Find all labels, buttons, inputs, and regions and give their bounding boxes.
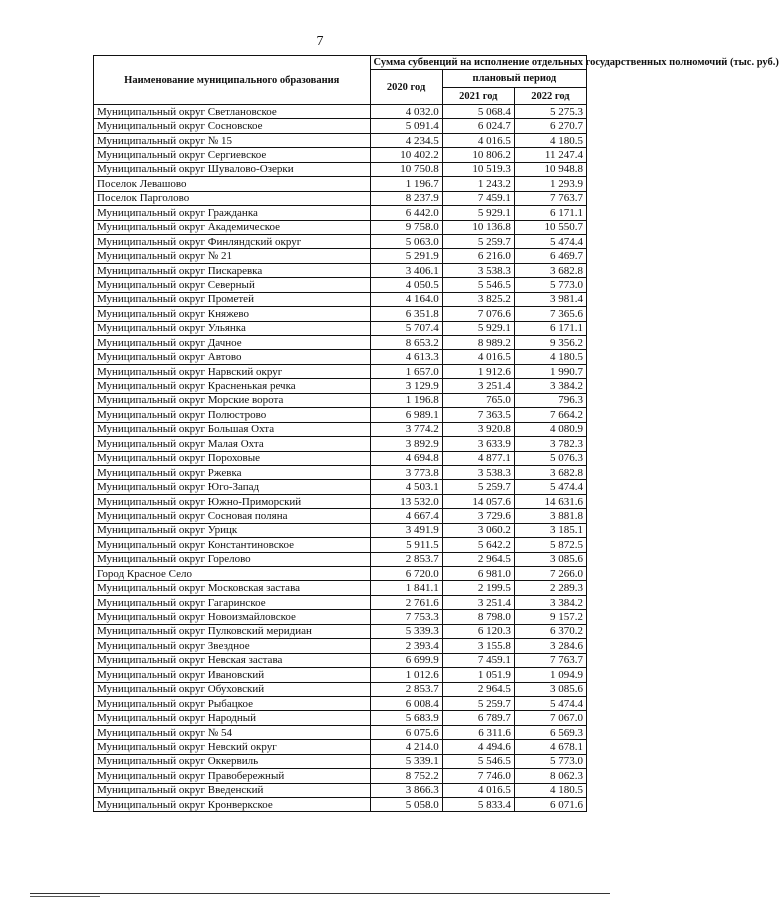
value-2022-cell: 8 062.3: [514, 769, 586, 783]
table-row: [94, 610, 587, 624]
municipality-name-cell: Муниципальный округ № 15: [94, 133, 371, 147]
municipality-name-cell: Муниципальный округ Московская застава: [94, 581, 371, 595]
municipality-name-cell: Муниципальный округ Красненькая речка: [94, 379, 371, 393]
table-row: [94, 364, 587, 378]
value-2021-cell: 5 259.7: [442, 480, 514, 494]
municipality-name-cell: Муниципальный округ Народный: [94, 711, 371, 725]
value-2020-cell: 4 694.8: [370, 451, 442, 465]
value-2020-cell: 5 091.4: [370, 119, 442, 133]
municipality-name-cell: Муниципальный округ Пулковский меридиан: [94, 624, 371, 638]
value-2021-cell: 10 519.3: [442, 162, 514, 176]
table-row: [94, 725, 587, 739]
value-2020-cell: 4 164.0: [370, 292, 442, 306]
municipality-name-cell: Поселок Парголово: [94, 191, 371, 205]
table-row: [94, 350, 587, 364]
municipality-name-cell: Поселок Левашово: [94, 177, 371, 191]
value-2020-cell: 4 234.5: [370, 133, 442, 147]
table-row: [94, 148, 587, 162]
value-2021-cell: 4 016.5: [442, 350, 514, 364]
municipality-name-cell: Муниципальный округ Рыбацкое: [94, 696, 371, 710]
value-2021-cell: 3 538.3: [442, 263, 514, 277]
value-2021-cell: 5 259.7: [442, 234, 514, 248]
value-2020-cell: 5 707.4: [370, 321, 442, 335]
table-row: [94, 105, 587, 119]
value-2021-cell: 7 459.1: [442, 191, 514, 205]
value-2020-cell: 1 841.1: [370, 581, 442, 595]
value-2021-cell: 5 833.4: [442, 798, 514, 812]
table-row: [94, 321, 587, 335]
value-2020-cell: 13 532.0: [370, 494, 442, 508]
column-header-name: Наименование муниципального образования: [94, 56, 371, 105]
table-row: [94, 191, 587, 205]
table-row: [94, 653, 587, 667]
municipality-name-cell: Муниципальный округ Константиновское: [94, 538, 371, 552]
value-2020-cell: 4 667.4: [370, 509, 442, 523]
value-2020-cell: 6 989.1: [370, 408, 442, 422]
municipality-name-cell: Муниципальный округ Ржевка: [94, 465, 371, 479]
value-2020-cell: 5 058.0: [370, 798, 442, 812]
value-2020-cell: 3 773.8: [370, 465, 442, 479]
value-2020-cell: 2 853.7: [370, 552, 442, 566]
value-2021-cell: 6 120.3: [442, 624, 514, 638]
municipality-name-cell: Муниципальный округ Южно-Приморский: [94, 494, 371, 508]
value-2022-cell: 6 370.2: [514, 624, 586, 638]
table-row: [94, 206, 587, 220]
column-header-2021: 2021 год: [442, 88, 514, 105]
value-2020-cell: 4 032.0: [370, 105, 442, 119]
value-2020-cell: 4 214.0: [370, 740, 442, 754]
table-row: [94, 480, 587, 494]
table-header: [94, 56, 779, 105]
value-2022-cell: 9 356.2: [514, 336, 586, 350]
value-2021-cell: 5 546.5: [442, 278, 514, 292]
value-2020-cell: 8 752.2: [370, 769, 442, 783]
value-2020-cell: 7 753.3: [370, 610, 442, 624]
value-2020-cell: 1 012.6: [370, 668, 442, 682]
table-row: [94, 220, 587, 234]
value-2022-cell: 5 474.4: [514, 480, 586, 494]
value-2022-cell: 3 682.8: [514, 465, 586, 479]
value-2022-cell: 1 990.7: [514, 364, 586, 378]
value-2022-cell: 6 071.6: [514, 798, 586, 812]
table-row: [94, 263, 587, 277]
value-2022-cell: 6 171.1: [514, 321, 586, 335]
municipality-name-cell: Муниципальный округ Полюстрово: [94, 408, 371, 422]
municipality-name-cell: Муниципальный округ Оккервиль: [94, 754, 371, 768]
value-2022-cell: 3 384.2: [514, 379, 586, 393]
value-2020-cell: 6 699.9: [370, 653, 442, 667]
value-2021-cell: 8 798.0: [442, 610, 514, 624]
value-2021-cell: 3 920.8: [442, 422, 514, 436]
table-row: [94, 278, 587, 292]
municipality-name-cell: Муниципальный округ Пороховые: [94, 451, 371, 465]
footer-divider: [30, 893, 610, 894]
value-2021-cell: 3 251.4: [442, 379, 514, 393]
value-2020-cell: 1 196.7: [370, 177, 442, 191]
table-row: [94, 523, 587, 537]
municipality-name-cell: Муниципальный округ Нарвский округ: [94, 364, 371, 378]
value-2022-cell: 6 469.7: [514, 249, 586, 263]
value-2022-cell: 9 157.2: [514, 610, 586, 624]
municipality-name-cell: Муниципальный округ № 21: [94, 249, 371, 263]
value-2020-cell: 3 406.1: [370, 263, 442, 277]
value-2020-cell: 5 911.5: [370, 538, 442, 552]
value-2022-cell: 7 763.7: [514, 191, 586, 205]
value-2021-cell: 2 964.5: [442, 682, 514, 696]
table-row: [94, 307, 587, 321]
value-2021-cell: 7 459.1: [442, 653, 514, 667]
municipality-name-cell: Муниципальный округ Звездное: [94, 639, 371, 653]
value-2022-cell: 4 180.5: [514, 133, 586, 147]
value-2021-cell: 14 057.6: [442, 494, 514, 508]
value-2020-cell: 10 750.8: [370, 162, 442, 176]
value-2022-cell: 3 384.2: [514, 595, 586, 609]
value-2021-cell: 5 642.2: [442, 538, 514, 552]
value-2022-cell: 6 270.7: [514, 119, 586, 133]
value-2022-cell: 3 085.6: [514, 552, 586, 566]
value-2022-cell: 1 094.9: [514, 668, 586, 682]
municipality-name-cell: Муниципальный округ Горелово: [94, 552, 371, 566]
table-row: [94, 509, 587, 523]
table-row: [94, 249, 587, 263]
column-header-2020: 2020 год: [370, 70, 442, 105]
table-row: [94, 798, 587, 812]
municipality-name-cell: Муниципальный округ Правобережный: [94, 769, 371, 783]
value-2022-cell: 10 550.7: [514, 220, 586, 234]
value-2021-cell: 3 155.8: [442, 639, 514, 653]
municipality-name-cell: Муниципальный округ Морские ворота: [94, 393, 371, 407]
value-2020-cell: 3 774.2: [370, 422, 442, 436]
municipality-name-cell: Муниципальный округ Дачное: [94, 336, 371, 350]
value-2022-cell: 796.3: [514, 393, 586, 407]
table-row: [94, 552, 587, 566]
table-row: [94, 783, 587, 797]
municipality-name-cell: Муниципальный округ Невский округ: [94, 740, 371, 754]
value-2022-cell: 3 881.8: [514, 509, 586, 523]
value-2022-cell: 4 080.9: [514, 422, 586, 436]
municipality-name-cell: Муниципальный округ Введенский: [94, 783, 371, 797]
value-2021-cell: 7 363.5: [442, 408, 514, 422]
municipality-name-cell: Муниципальный округ Гражданка: [94, 206, 371, 220]
municipality-name-cell: Муниципальный округ Прометей: [94, 292, 371, 306]
value-2021-cell: 6 216.0: [442, 249, 514, 263]
table-row: [94, 177, 587, 191]
municipality-name-cell: Муниципальный округ Новоизмайловское: [94, 610, 371, 624]
table-row: [94, 234, 587, 248]
value-2022-cell: 1 293.9: [514, 177, 586, 191]
value-2020-cell: 4 050.5: [370, 278, 442, 292]
value-2020-cell: 6 351.8: [370, 307, 442, 321]
value-2022-cell: 6 569.3: [514, 725, 586, 739]
value-2021-cell: 4 877.1: [442, 451, 514, 465]
value-2020-cell: 6 008.4: [370, 696, 442, 710]
value-2021-cell: 1 912.6: [442, 364, 514, 378]
table-row: [94, 682, 587, 696]
value-2022-cell: 11 247.4: [514, 148, 586, 162]
municipality-name-cell: Муниципальный округ Ивановский: [94, 668, 371, 682]
table-row: [94, 408, 587, 422]
table-row: [94, 422, 587, 436]
municipality-name-cell: Муниципальный округ Малая Охта: [94, 437, 371, 451]
value-2022-cell: 7 266.0: [514, 567, 586, 581]
table-row: [94, 711, 587, 725]
value-2021-cell: 3 633.9: [442, 437, 514, 451]
value-2022-cell: 10 948.8: [514, 162, 586, 176]
value-2021-cell: 4 494.6: [442, 740, 514, 754]
value-2021-cell: 6 024.7: [442, 119, 514, 133]
table-row: [94, 336, 587, 350]
municipality-name-cell: Муниципальный округ Невская застава: [94, 653, 371, 667]
municipality-name-cell: Муниципальный округ Пискаревка: [94, 263, 371, 277]
value-2022-cell: 3 085.6: [514, 682, 586, 696]
value-2022-cell: 6 171.1: [514, 206, 586, 220]
value-2021-cell: 4 016.5: [442, 133, 514, 147]
municipality-name-cell: Муниципальный округ Финляндский округ: [94, 234, 371, 248]
value-2021-cell: 10 136.8: [442, 220, 514, 234]
municipality-name-cell: Муниципальный округ Обуховский: [94, 682, 371, 696]
value-2022-cell: 7 664.2: [514, 408, 586, 422]
value-2022-cell: 4 180.5: [514, 350, 586, 364]
value-2020-cell: 1 196.8: [370, 393, 442, 407]
municipality-name-cell: Муниципальный округ Сосновая поляна: [94, 509, 371, 523]
table-row: [94, 451, 587, 465]
value-2021-cell: 5 068.4: [442, 105, 514, 119]
value-2022-cell: 3 185.1: [514, 523, 586, 537]
table-row: [94, 668, 587, 682]
table-row: [94, 494, 587, 508]
municipality-name-cell: Муниципальный округ Княжево: [94, 307, 371, 321]
value-2020-cell: 5 683.9: [370, 711, 442, 725]
value-2022-cell: 3 782.3: [514, 437, 586, 451]
table-row: [94, 379, 587, 393]
value-2020-cell: 9 758.0: [370, 220, 442, 234]
page-number: 7: [316, 34, 324, 49]
value-2020-cell: 10 402.2: [370, 148, 442, 162]
footer-divider-short: [30, 896, 100, 897]
value-2020-cell: 6 720.0: [370, 567, 442, 581]
value-2020-cell: 4 613.3: [370, 350, 442, 364]
municipality-name-cell: Муниципальный округ Сергиевское: [94, 148, 371, 162]
table-row: [94, 133, 587, 147]
value-2021-cell: 10 806.2: [442, 148, 514, 162]
value-2020-cell: 4 503.1: [370, 480, 442, 494]
value-2021-cell: 765.0: [442, 393, 514, 407]
value-2020-cell: 5 339.1: [370, 754, 442, 768]
value-2022-cell: 5 872.5: [514, 538, 586, 552]
table-row: [94, 595, 587, 609]
column-header-planned-period: плановый период: [442, 70, 586, 88]
table-row: [94, 465, 587, 479]
table-body: [94, 105, 587, 812]
value-2020-cell: 3 491.9: [370, 523, 442, 537]
value-2021-cell: 3 729.6: [442, 509, 514, 523]
value-2021-cell: 2 964.5: [442, 552, 514, 566]
table-row: [94, 119, 587, 133]
municipality-name-cell: Город Красное Село: [94, 567, 371, 581]
municipality-name-cell: Муниципальный округ Гагаринское: [94, 595, 371, 609]
value-2020-cell: 6 442.0: [370, 206, 442, 220]
municipality-name-cell: Муниципальный округ № 54: [94, 725, 371, 739]
table-row: [94, 437, 587, 451]
value-2022-cell: 3 284.6: [514, 639, 586, 653]
municipality-name-cell: Муниципальный округ Сосновское: [94, 119, 371, 133]
value-2022-cell: 14 631.6: [514, 494, 586, 508]
table-row: [94, 754, 587, 768]
value-2021-cell: 3 251.4: [442, 595, 514, 609]
municipality-name-cell: Муниципальный округ Урицк: [94, 523, 371, 537]
value-2021-cell: 3 060.2: [442, 523, 514, 537]
table-row: [94, 538, 587, 552]
value-2021-cell: 7 076.6: [442, 307, 514, 321]
value-2020-cell: 8 237.9: [370, 191, 442, 205]
value-2021-cell: 7 746.0: [442, 769, 514, 783]
value-2021-cell: 5 259.7: [442, 696, 514, 710]
municipality-name-cell: Муниципальный округ Шувалово-Озерки: [94, 162, 371, 176]
value-2021-cell: 1 243.2: [442, 177, 514, 191]
column-header-2022: 2022 год: [514, 88, 586, 105]
value-2021-cell: 5 929.1: [442, 206, 514, 220]
table-row: [94, 162, 587, 176]
municipality-name-cell: Муниципальный округ Большая Охта: [94, 422, 371, 436]
value-2020-cell: 2 761.6: [370, 595, 442, 609]
value-2020-cell: 3 866.3: [370, 783, 442, 797]
value-2022-cell: 7 365.6: [514, 307, 586, 321]
value-2022-cell: 3 682.8: [514, 263, 586, 277]
table-row: [94, 624, 587, 638]
table-row: [94, 393, 587, 407]
municipality-name-cell: Муниципальный округ Академическое: [94, 220, 371, 234]
value-2022-cell: 5 773.0: [514, 754, 586, 768]
value-2022-cell: 5 773.0: [514, 278, 586, 292]
value-2021-cell: 4 016.5: [442, 783, 514, 797]
subsidies-table: [93, 55, 779, 812]
value-2022-cell: 3 981.4: [514, 292, 586, 306]
value-2020-cell: 5 339.3: [370, 624, 442, 638]
value-2020-cell: 3 129.9: [370, 379, 442, 393]
value-2021-cell: 3 538.3: [442, 465, 514, 479]
table-row: [94, 581, 587, 595]
value-2022-cell: 2 289.3: [514, 581, 586, 595]
municipality-name-cell: Муниципальный округ Северный: [94, 278, 371, 292]
municipality-name-cell: Муниципальный округ Автово: [94, 350, 371, 364]
value-2021-cell: 6 311.6: [442, 725, 514, 739]
value-2022-cell: 5 474.4: [514, 234, 586, 248]
value-2021-cell: 3 825.2: [442, 292, 514, 306]
value-2021-cell: 8 989.2: [442, 336, 514, 350]
value-2022-cell: 5 275.3: [514, 105, 586, 119]
value-2020-cell: 3 892.9: [370, 437, 442, 451]
value-2022-cell: 5 076.3: [514, 451, 586, 465]
column-header-sum: Сумма субвенций на исполнение отдельных государственных полномочий (тыс. руб.): [370, 56, 586, 70]
value-2021-cell: 1 051.9: [442, 668, 514, 682]
value-2022-cell: 4 180.5: [514, 783, 586, 797]
municipality-name-cell: Муниципальный округ Светлановское: [94, 105, 371, 119]
value-2021-cell: 5 929.1: [442, 321, 514, 335]
value-2021-cell: 6 789.7: [442, 711, 514, 725]
value-2020-cell: 6 075.6: [370, 725, 442, 739]
table-row: [94, 769, 587, 783]
value-2021-cell: 5 546.5: [442, 754, 514, 768]
value-2021-cell: 2 199.5: [442, 581, 514, 595]
municipality-name-cell: Муниципальный округ Ульянка: [94, 321, 371, 335]
table-row: [94, 696, 587, 710]
table-row: [94, 292, 587, 306]
value-2020-cell: 2 853.7: [370, 682, 442, 696]
table-row: [94, 740, 587, 754]
value-2022-cell: 5 474.4: [514, 696, 586, 710]
value-2020-cell: 2 393.4: [370, 639, 442, 653]
value-2022-cell: 7 763.7: [514, 653, 586, 667]
value-2022-cell: 7 067.0: [514, 711, 586, 725]
value-2021-cell: 6 981.0: [442, 567, 514, 581]
value-2020-cell: 8 653.2: [370, 336, 442, 350]
value-2020-cell: 5 291.9: [370, 249, 442, 263]
value-2020-cell: 5 063.0: [370, 234, 442, 248]
table-row: [94, 639, 587, 653]
municipality-name-cell: Муниципальный округ Юго-Запад: [94, 480, 371, 494]
value-2022-cell: 4 678.1: [514, 740, 586, 754]
value-2020-cell: 1 657.0: [370, 364, 442, 378]
municipality-name-cell: Муниципальный округ Кронверкское: [94, 798, 371, 812]
table-row: [94, 567, 587, 581]
